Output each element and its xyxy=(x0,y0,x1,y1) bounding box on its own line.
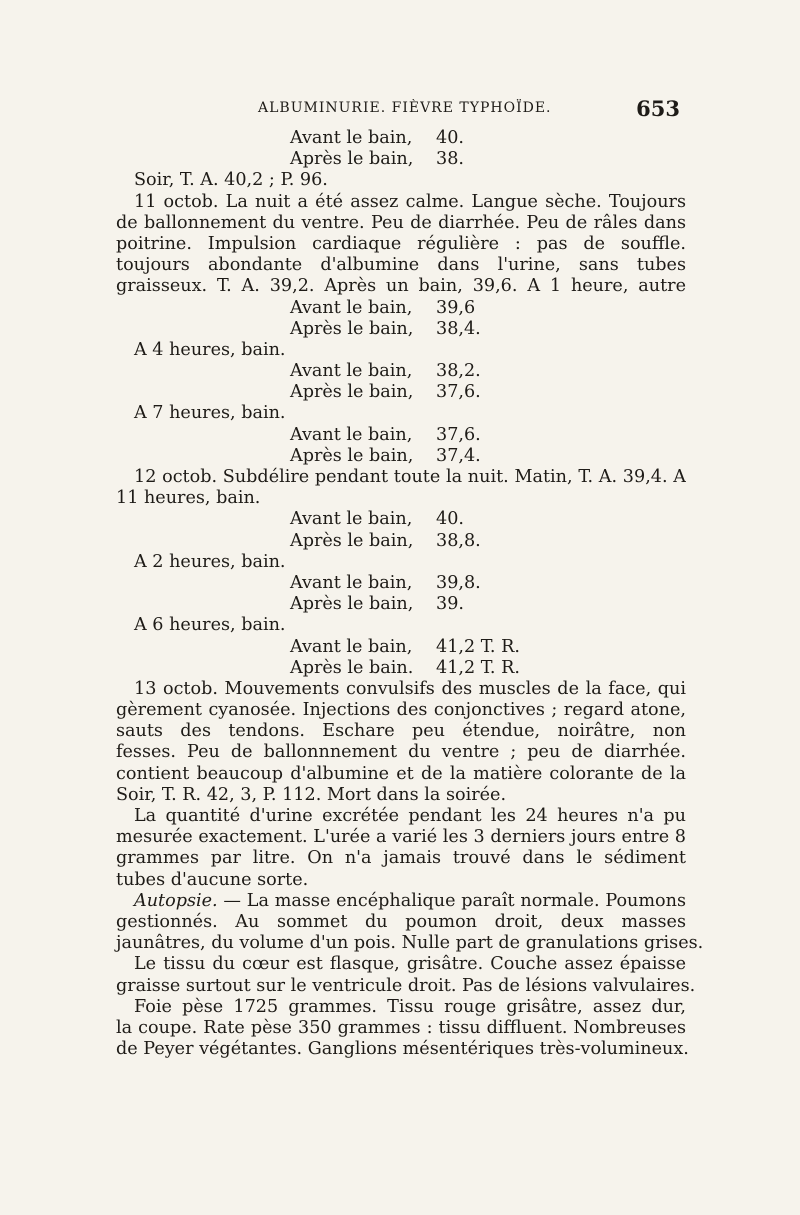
text-line: mesurée exactement. L'urée a varié les 3 derniers jours entre 8 xyxy=(116,827,686,848)
measure-row xyxy=(116,531,686,552)
measure-label: Après le bain, xyxy=(290,318,414,339)
measure-row xyxy=(116,361,686,382)
text-line: graisseux. T. A. 39,2. Après un bain, 39,6. A 1 heure, autre xyxy=(116,276,686,297)
running-head: ALBUMINURIE. FIÈVRE TYPHOÏDE. xyxy=(258,100,552,116)
measure-value: 38. xyxy=(436,149,464,170)
page-body xyxy=(116,128,704,1060)
measure-label: Après le bain, xyxy=(290,530,414,551)
page-number: 653 xyxy=(636,96,680,121)
measure-row xyxy=(116,128,686,149)
measure-label: Avant le bain, xyxy=(290,509,413,530)
text-line: tubes d'aucune sorte. xyxy=(116,869,309,890)
text-line: graisse surtout sur le ventricule droit. Pas de lésions valvulaires. xyxy=(116,975,696,996)
measure-row xyxy=(116,446,686,467)
measure-value: 38,8. xyxy=(436,530,481,551)
measure-row xyxy=(116,637,686,658)
text-line: gestionnés. Au sommet du poumon droit, deux masses xyxy=(116,911,686,932)
text-line: de Peyer végétantes. Ganglions mésentériques très-volumineux. xyxy=(116,1039,689,1060)
measure-value: 37,6. xyxy=(436,424,481,445)
measure-value: 40. xyxy=(436,128,464,148)
text-line: 11 octob. La nuit a été assez calme. Langue sèche. Toujours xyxy=(134,191,686,212)
measure-value: 38,4. xyxy=(436,318,481,339)
text-line: 12 octob. Subdélire pendant toute la nuit. Matin, T. A. 39,4. A xyxy=(134,467,686,487)
bath-time: A 6 heures, bain. xyxy=(134,615,286,636)
text-line: 13 octob. Mouvements convulsifs des muscles de la face, qui xyxy=(134,678,686,699)
text-line: poitrine. Impulsion cardiaque régulière : pas de souffle. xyxy=(116,233,686,254)
measure-row xyxy=(116,319,686,340)
text-line: contient beaucoup d'albumine et de la matière colorante de la xyxy=(116,763,686,784)
text-line: Foie pèse 1725 grammes. Tissu rouge grisâtre, assez dur, xyxy=(134,996,686,1017)
text-line: gèrement cyanosée. Injections des conjonctives ; regard atone, xyxy=(116,700,686,721)
text-line: fesses. Peu de ballonnnement du ventre ; peu de diarrhée. xyxy=(116,742,686,763)
measure-value: 37,4. xyxy=(436,445,481,466)
measure-row xyxy=(116,382,686,403)
measure-value: 39,6 xyxy=(436,297,476,318)
measure-value: 41,2 T. R. xyxy=(436,636,520,657)
text-line: toujours abondante d'albumine dans l'urine, sans tubes xyxy=(116,255,686,276)
bath-time: A 7 heures, bain. xyxy=(134,403,286,424)
measure-row xyxy=(116,658,686,679)
page-header xyxy=(118,96,684,126)
text-line: sauts des tendons. Eschare peu étendue, noirâtre, non xyxy=(116,721,686,742)
measure-label: Avant le bain, xyxy=(290,128,413,148)
measure-label: Avant le bain, xyxy=(290,297,413,318)
measure-label: Après le bain, xyxy=(290,149,414,170)
measure-value: 38,2. xyxy=(436,361,481,382)
measure-label: Avant le bain, xyxy=(290,424,413,445)
autopsy-line xyxy=(116,891,686,912)
bath-time: A 4 heures, bain. xyxy=(134,339,286,360)
text-line: jaunâtres, du volume d'un pois. Nulle part de granulations grises. xyxy=(116,933,704,954)
text-line: Soir, T. A. 40,2 ; P. 96. xyxy=(134,170,328,191)
measure-label: Après le bain, xyxy=(290,382,414,403)
text-line: de ballonnement du ventre. Peu de diarrhée. Peu de râles dans xyxy=(116,212,686,233)
text-line: 11 heures, bain. xyxy=(116,488,261,509)
measure-value: 39,8. xyxy=(436,572,481,593)
measure-row xyxy=(116,149,686,170)
text-line: Soir, T. R. 42, 3, P. 112. Mort dans la soirée. xyxy=(116,784,507,805)
measure-value: 39. xyxy=(436,594,464,615)
text-line: la coupe. Rate pèse 350 grammes : tissu diffluent. Nombreuses xyxy=(116,1017,686,1038)
measure-row xyxy=(116,594,686,615)
measure-label: Avant le bain, xyxy=(290,361,413,382)
measure-row xyxy=(116,425,686,446)
measure-value: 40. xyxy=(436,509,464,530)
text-line: Le tissu du cœur est flasque, grisâtre. Couche assez épaisse xyxy=(134,954,686,975)
measure-label: Après le bain, xyxy=(290,594,414,615)
autopsy-text: — La masse encéphalique paraît normale. Poumons xyxy=(223,890,686,911)
text-line: La quantité d'urine excrétée pendant les 24 heures n'a pu xyxy=(134,806,686,826)
bath-time: A 2 heures, bain. xyxy=(134,551,286,572)
autopsy-label: Autopsie. xyxy=(134,890,218,911)
measure-value: 41,2 T. R. xyxy=(436,657,520,678)
measure-value: 37,6. xyxy=(436,382,481,403)
measure-label: Après le bain. xyxy=(290,657,414,678)
measure-label: Avant le bain, xyxy=(290,636,413,657)
measure-row xyxy=(116,298,686,319)
measure-label: Avant le bain, xyxy=(290,572,413,593)
text-line: grammes par litre. On n'a jamais trouvé dans le sédiment xyxy=(116,848,686,869)
measure-row xyxy=(116,573,686,594)
measure-row xyxy=(116,509,686,530)
measure-label: Après le bain, xyxy=(290,445,414,466)
